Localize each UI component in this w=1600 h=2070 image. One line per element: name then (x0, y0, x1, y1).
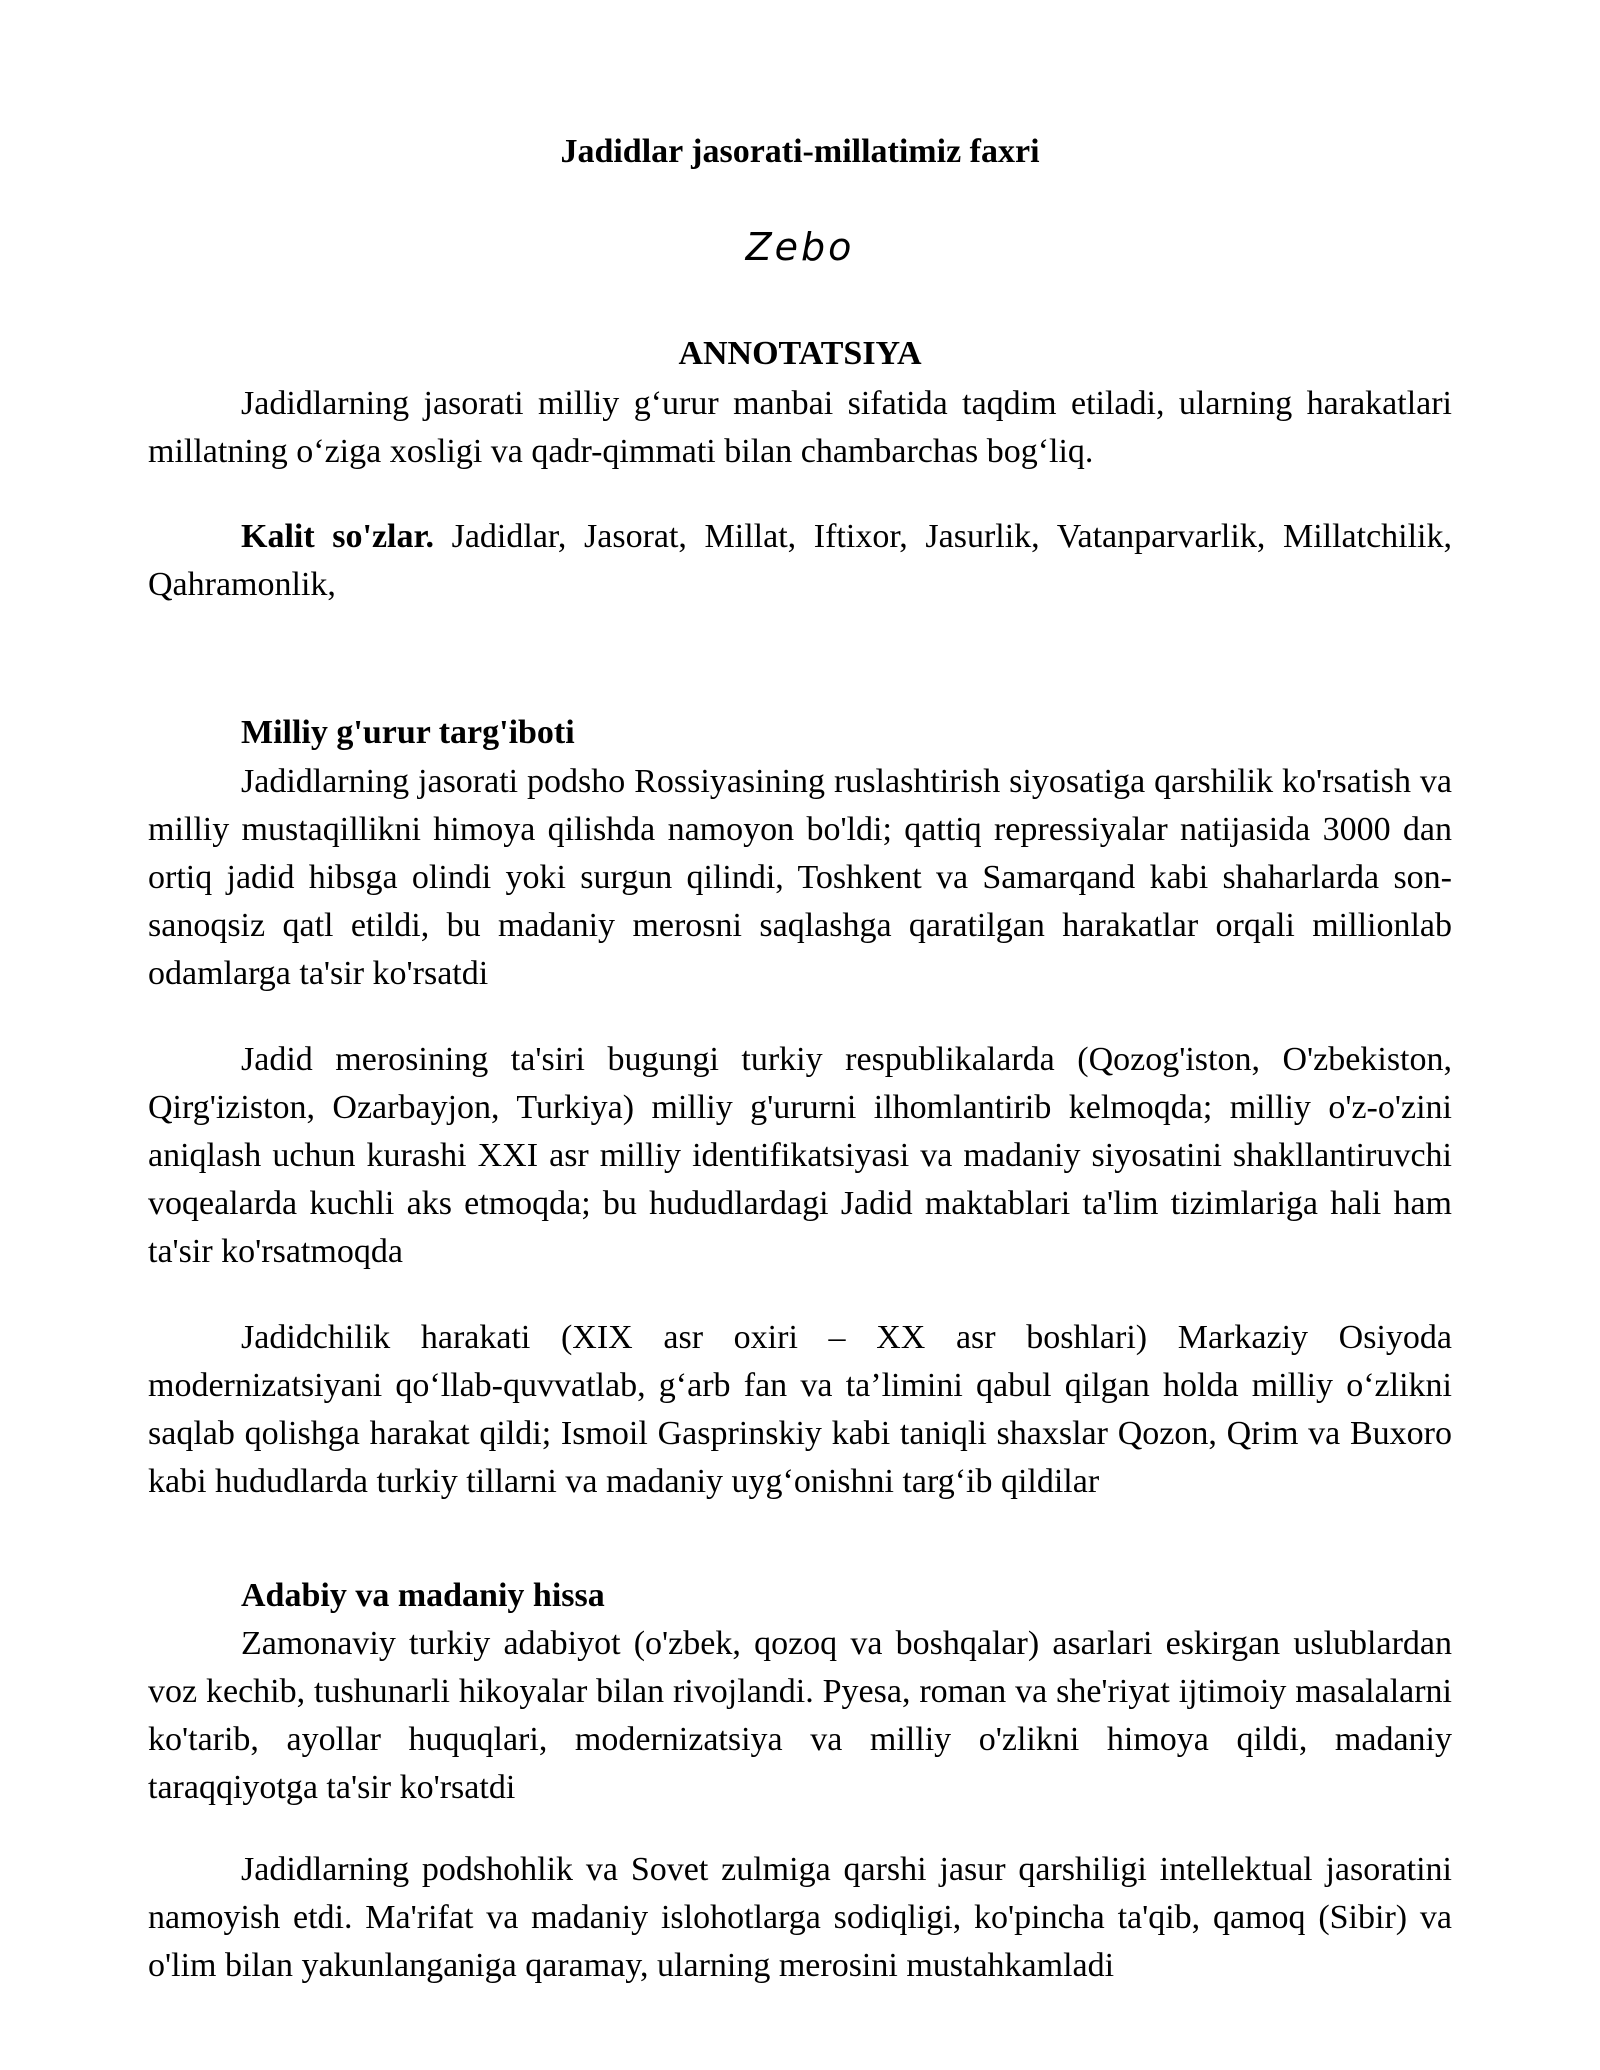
keywords-paragraph (148, 513, 1452, 609)
keywords-list: Jadidlar, Jasorat, Millat, Iftixor, Jasurlik, Vatanparvarlik, Millatchilik, Qahramonlik, (148, 518, 1452, 603)
annotation-heading: ANNOTATSIYA (678, 335, 922, 372)
section-heading-milliy-gurur: Milliy g'urur targ'iboti (241, 714, 575, 751)
section1-paragraph-1: Jadidlarning jasorati podsho Rossiyasining ruslashtirish siyosatiga qarshilik ko'rsatish va milliy mustaqillikni himoya qilishda namoyon bo'ldi; qattiq repressiyalar natijasida 3000 dan ortiq jadid hibsga olindi yoki surgun qilindi, Toshkent va Samarqand kabi shaharlarda son-sanoqsiz qatl etildi, bu madaniy merosni saqlashga qaratilgan harakatlar orqali millionlab odamlarga ta'sir ko'rsatdi (148, 763, 1452, 992)
document-title: Jadidlar jasorati-millatimiz faxri (560, 133, 1040, 170)
keywords-label: Kalit so'zlar. (241, 518, 434, 555)
section2-paragraph-1: Zamonaviy turkiy adabiyot (o'zbek, qozoq va boshqalar) asarlari eskirgan uslublardan voz kechib, tushunarli hikoyalar bilan rivojlandi. Pyesa, roman va she'riyat ijtimoiy masalalarni ko'tarib, ayollar huquqlari, modernizatsiya va milliy o'zlikni himoya qildi, madaniy taraqqiyotga ta'sir ko'rsatdi (148, 1625, 1452, 1806)
section2-paragraph-2: Jadidlarning podshohlik va Sovet zulmiga qarshi jasur qarshiligi intellektual jasoratini namoyish etdi. Ma'rifat va madaniy islohotlarga sodiqligi, ko'pincha ta'qib, qamoq (Sibir) va o'lim bilan yakunlanganiga qaramay, ularning merosini mustahkamladi (148, 1851, 1452, 1984)
section-heading-adabiy-madaniy: Adabiy va madaniy hissa (241, 1577, 605, 1614)
section1-paragraph-2: Jadid merosining ta'siri bugungi turkiy respublikalarda (Qozog'iston, O'zbekiston, Qirg'iziston, Ozarbayjon, Turkiya) milliy g'ururni ilhomlantirib kelmoqda; milliy o'z-o'zini aniqlash uchun kurashi XXI asr milliy identifikatsiyasi va madaniy siyosatini shakllantiruvchi voqealarda kuchli aks etmoqda; bu hududlardagi Jadid maktablari ta'lim tizimlariga hali ham ta'sir ko'rsatmoqda (148, 1041, 1452, 1270)
author-name: Zebo (745, 225, 855, 269)
annotation-paragraph: Jadidlarning jasorati milliy g‘urur manbai sifatida taqdim etiladi, ularning harakatlari millatning o‘ziga xosligi va qadr-qimmati bilan chambarchas bog‘liq. (148, 385, 1452, 470)
section1-paragraph-3: Jadidchilik harakati (XIX asr oxiri – XX asr boshlari) Markaziy Osiyoda modernizatsiyani qo‘llab-quvvatlab, g‘arb fan va ta’limini qabul qilgan holda milliy o‘zlikni saqlab qolishga harakat qildi; Ismoil Gasprinskiy kabi taniqli shaxslar Qozon, Qrim va Buxoro kabi hududlarda turkiy tillarni va madaniy uyg‘onishni targ‘ib qildilar (148, 1319, 1452, 1500)
